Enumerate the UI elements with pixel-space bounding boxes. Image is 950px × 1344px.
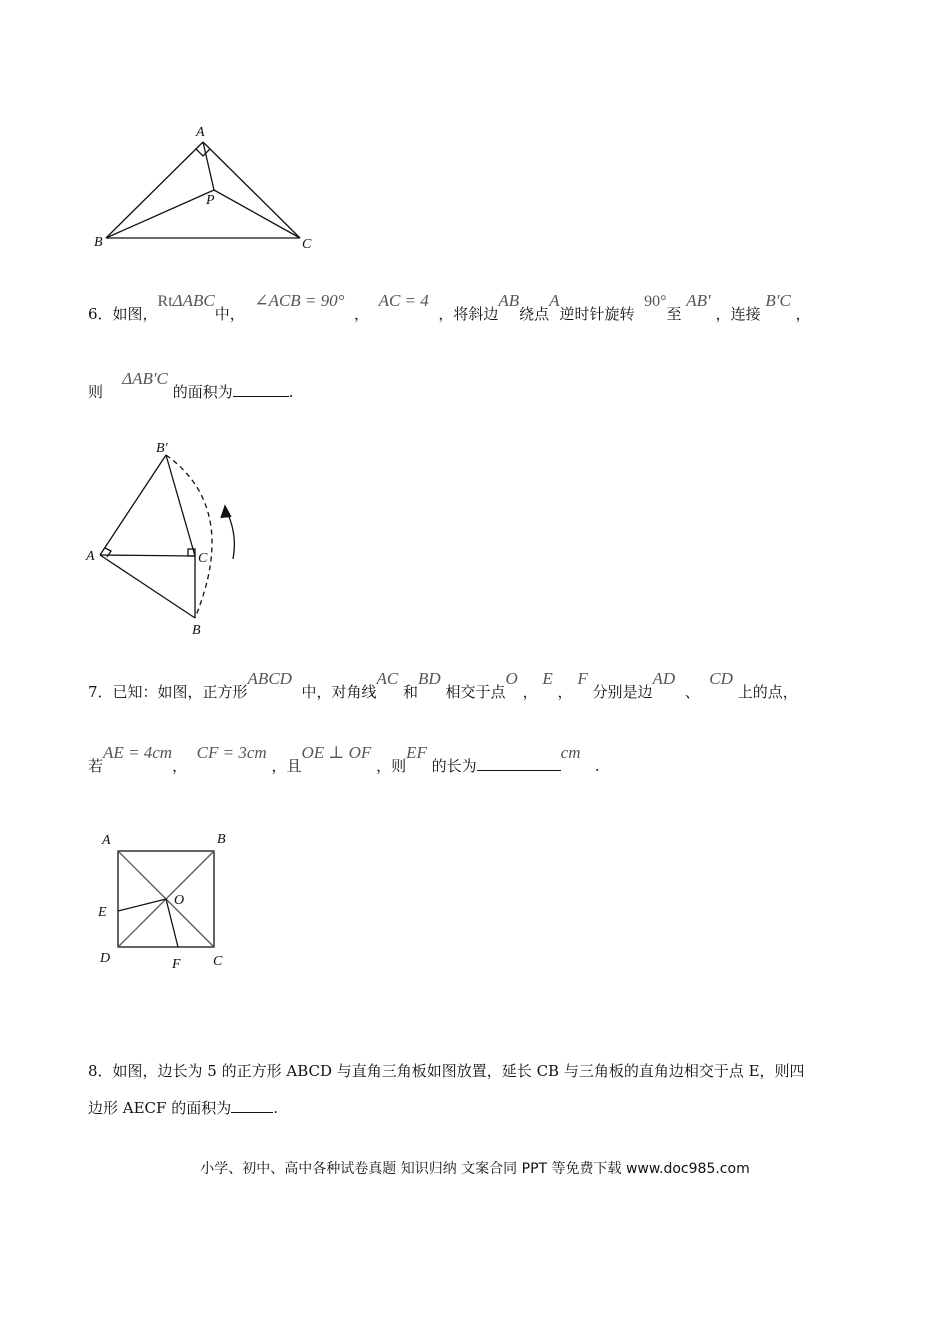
square-figure (90, 826, 240, 976)
segment-ab (106, 142, 203, 238)
page-footer: 小学、初中、高中各种试卷真题 知识归纳 文案合同 PPT 等免费下载 www.doc985.com (200, 1161, 750, 1177)
segment-ac (100, 555, 195, 556)
segment-ab (100, 555, 195, 618)
label-o: O (174, 893, 185, 908)
arrow-head (221, 506, 231, 518)
label-a: A (196, 125, 205, 140)
answer-blank[interactable] (233, 382, 289, 397)
q7-line2: 若AE = 4cm， CF = 3cm ，且OE ⊥ OF ，则EF 的长为cm . (88, 743, 600, 775)
angle-acb: ∠ACB = 90° (254, 291, 345, 310)
label-d: D (100, 951, 111, 966)
q7-line1: 7．已知：如图，正方形ABCD 中，对角线AC 和BD 相交于点O ， E ， F 分别是边AD 、 CD 上的点， (88, 669, 798, 701)
rt-text: Rt (157, 293, 173, 310)
label-a: A (102, 833, 111, 848)
label-p: P (206, 193, 215, 208)
right-angle-mark (196, 149, 210, 156)
segment-cp (214, 190, 300, 238)
q8-line1: 8．如图，边长为 5 的正方形 ABCD 与直角三角板如图放置，延长 CB 与三角板的直角边相交于点 E，则四 (88, 1062, 805, 1080)
label-c: C (198, 551, 208, 566)
label-b-prime: B′ (156, 441, 168, 456)
q6-line1: 6．如图，RtΔABC中， ∠ACB = 90° ， AC = 4 ，将斜边AB绕点A逆时针旋转 90°至 AB′ ，连接 B′C ， (88, 291, 811, 323)
label-e: E (98, 905, 107, 920)
q8-line2: 边形 AECF 的面积为 . (88, 1099, 278, 1117)
triangle-abc-p-figure (88, 120, 328, 255)
label-c: C (213, 954, 223, 969)
rotation-figure (80, 438, 260, 638)
label-c: C (302, 237, 312, 252)
answer-blank[interactable] (477, 756, 561, 771)
label-f: F (172, 957, 181, 972)
label-b: B (192, 623, 201, 638)
label-b: B (94, 235, 103, 250)
label-b: B (217, 832, 226, 847)
segment-ab-prime (100, 455, 166, 555)
label-a: A (86, 549, 95, 564)
segment-ap (203, 142, 214, 190)
answer-blank[interactable] (231, 1098, 273, 1113)
segment-oe (118, 899, 166, 911)
segment-bp (106, 190, 214, 238)
q6-line2: 则 ΔAB′C 的面积为 . (88, 369, 294, 401)
segment-b-prime-c (166, 455, 195, 556)
segment-ac (203, 142, 300, 238)
